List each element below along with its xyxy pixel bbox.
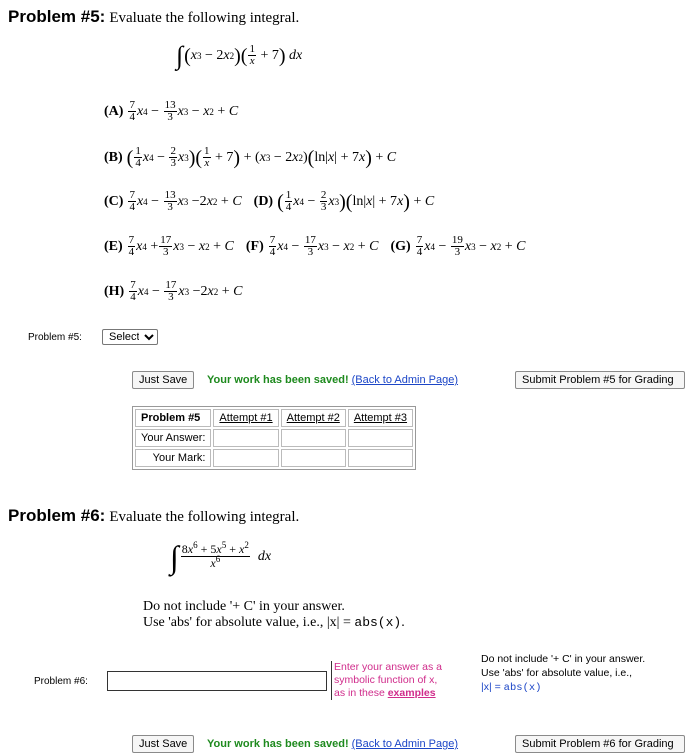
- option-f: (F) $\frac{7}{4}$ x 4 − $\frac{17}{3}$ x 3 − x 2 + C: [245, 234, 379, 258]
- attempt-1-link[interactable]: Attempt #1: [219, 412, 273, 424]
- instruction-abs: Use 'abs' for absolute value, i.e., |x| = abs(x).: [143, 615, 405, 630]
- attempts-problem-header: Problem #5: [135, 409, 211, 427]
- option-d: (D) ( $\frac{1}{4}$ x 4 − $\frac{2}{3}$ x 3 )( ln| x | + 7 x ) + C: [253, 189, 435, 213]
- back-to-admin-link[interactable]: (Back to Admin Page): [351, 374, 459, 386]
- problem-6-heading: [8, 506, 299, 526]
- problem-5-submit-button[interactable]: Submit Problem #5 for Grading: [515, 371, 685, 389]
- problem-6-submit-button[interactable]: Submit Problem #6 for Grading: [515, 735, 685, 753]
- attempts-header-row: [135, 409, 413, 427]
- problem-6-side-note: Do not include '+ C' in your answer. Use 'abs' for absolute value, i.e., |x| = abs(x): [481, 653, 646, 694]
- problem-5-question: Evaluate the following integral.: [109, 10, 300, 26]
- problem-6-answer-input[interactable]: [107, 671, 327, 691]
- attempt-2-cell: [281, 409, 346, 427]
- mark-1-cell: [213, 449, 278, 467]
- problem-5-answer-select[interactable]: [102, 329, 158, 345]
- problem-6-input-label: Problem #6:: [34, 676, 88, 687]
- back-to-admin-link[interactable]: (Back to Admin Page): [351, 738, 459, 750]
- attempt-1-cell: [213, 409, 278, 427]
- instruction-no-constant: Do not include '+ C' in your answer.: [143, 599, 345, 614]
- problem-5-select-label: Problem #5:: [28, 332, 82, 343]
- problem-6-integral: ∫ $\frac{8x^6 + 5x^5 + x^2}{x^6}$ dx: [170, 538, 272, 575]
- attempt-2-link[interactable]: Attempt #2: [286, 412, 340, 424]
- mark-2-cell: [281, 449, 346, 467]
- option-g: (G) $\frac{7}{4}$ x 4 − $\frac{19}{3}$ x 3 − x 2 + C: [390, 234, 526, 258]
- option-h: (H) $\frac{7}{4}$ x 4 − $\frac{17}{3}$ x 3 −2 x 2 + C: [104, 279, 243, 303]
- examples-link[interactable]: examples: [387, 687, 436, 699]
- attempt-3-cell: [348, 409, 413, 427]
- answer-1-cell: [213, 429, 278, 447]
- your-mark-row: [135, 449, 413, 467]
- attempt-3-link[interactable]: Attempt #3: [353, 412, 408, 424]
- mark-3-cell: [348, 449, 413, 467]
- problem-6-question: Evaluate the following integral.: [109, 509, 300, 525]
- problem-6-title: Problem #6:: [8, 506, 106, 525]
- problem-6-input-hint: Enter your answer as a symbolic function of x, as in these examples: [331, 661, 442, 700]
- problem-5-integral: ∫ ( x 3 − 2 x 2 )( $\frac{1}{x}$ + 7 ) dx: [176, 40, 303, 70]
- answer-2-cell: [281, 429, 346, 447]
- your-mark-label: Your Mark:: [135, 449, 211, 467]
- problem-5-just-save-button[interactable]: Just Save: [132, 371, 194, 389]
- options-e-f-g: [104, 235, 525, 258]
- option-b: (B) ( $\frac{1}{4}$ x 4 − $\frac{2}{3}$ x 3 )( $\frac{1}{x}$ + 7 ) + ( x 3 − 2 x 2 ) ( ln| x | + 7 x ) + C: [104, 145, 397, 169]
- problem-6-just-save-button[interactable]: Just Save: [132, 735, 194, 753]
- problem-5-heading: [8, 7, 299, 27]
- saved-text: Your work has been saved!: [207, 738, 349, 750]
- saved-text: Your work has been saved!: [207, 374, 349, 386]
- your-answer-label: Your Answer:: [135, 429, 211, 447]
- problem-6-instructions: [143, 599, 405, 631]
- option-c: (C) $\frac{7}{4}$ x 4 − $\frac{13}{3}$ x 3 −2 x 2 + C: [104, 189, 242, 213]
- problem-5-title: Problem #5:: [8, 7, 106, 26]
- problem-5-attempts-table: [132, 406, 416, 470]
- option-e: (E) $\frac{7}{4}$ x 4 + $\frac{17}{3}$ x 3 − x 2 + C: [104, 234, 234, 258]
- answer-3-cell: [348, 429, 413, 447]
- options-c-d: [104, 190, 434, 213]
- problem-6-saved-message: [207, 738, 458, 750]
- problem-5-saved-message: [207, 374, 458, 386]
- your-answer-row: [135, 429, 413, 447]
- option-a: (A) $\frac{7}{4}$ x 4 − $\frac{13}{3}$ x 3 − x 2 + C: [104, 99, 239, 123]
